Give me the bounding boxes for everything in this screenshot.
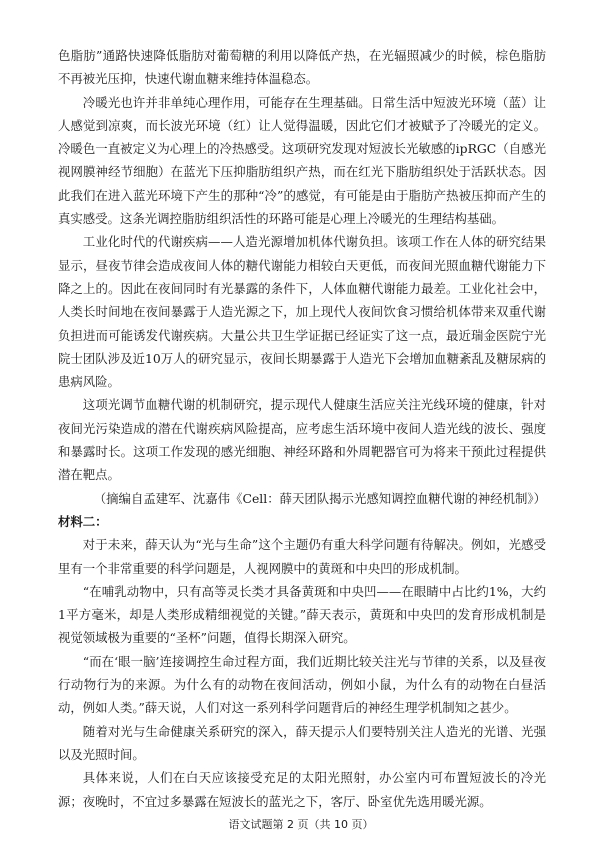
page-content [58, 44, 546, 813]
paragraph-recommendation: 具体来说，人们在白天应该接受充足的太阳光照射，办公室内可布置短波长的冷光源；夜晚时，不宜过多暴露在短波长的蓝光之下，客厅、卧室优先选用暖光源。 [58, 770, 546, 809]
source-citation: （摘编自孟建军、沈嘉伟《Cell：薛天团队揭示光感知调控血糖代谢的神经机制》） [93, 490, 546, 506]
material-two-heading: 材料二： [58, 513, 108, 529]
paragraph-artificial-light: 随着对光与生命健康关系研究的深入，薛天提示人们要特别关注人造光的光谱、光强以及光照时间。 [58, 723, 546, 762]
paragraph-industrial-metabolic: 工业化时代的代谢疾病——人造光源增加机体代谢负担。该项工作在人体的研究结果显示，昼夜节律会造成夜间人体的糖代谢能力相较白天更低，而夜间光照血糖代谢能力下降之上的。因此在夜间同时有光暴露的条件下，人体血糖代谢能力最差。工业化社会中，人类长时间地在夜间暴露于人造光源之下，加上现代人夜间饮食习惯给机体带来双重代谢负担进而可能诱发代谢疾病。大量公共卫生学证据已经证实了这一点，最近瑞金医院宁光院士团队涉及近10万人的研究显示，夜间长期暴露于人造光下会增加血糖紊乱及糖尿病的患病风险。 [58, 234, 546, 390]
paragraph-future-questions: 对于未来，薛天认为“光与生命”这个主题仍有重大科学问题有待解决。例如，光感受里有一个非常重要的科学问题是，人视网膜中的黄斑和中央凹的形成机制。 [58, 537, 546, 576]
paragraph-warm-cold-light: 冷暖光也许并非单纯心理作用，可能存在生理基础。日常生活中短波光环境（蓝）让人感觉到凉爽，而长波光环境（红）让人觉得温暖，因此它们才被赋予了冷暖光的定义。冷暖色一直被定义为心理上的冷热感受。这项研究发现对短波长光敏感的ipRGC（自感光视网膜神经节细胞）在蓝光下压抑脂肪组织产热，而在红光下脂肪组织处于活跃状态。因此我们在进入蓝光环境下产生的那种“冷”的感觉，有可能是由于脂肪产热被压抑而产生的真实感受。这条光调控脂肪组织活性的环路可能是心理上冷暖光的生理结构基础。 [58, 94, 546, 227]
paragraph-continued: 色脂肪”通路快速降低脂肪对葡萄糖的利用以降低产热，在光辐照减少的时候，棕色脂肪不再被光压抑，快速代谢血糖来维持体温稳态。 [58, 48, 546, 87]
paragraph-macula-fovea: “在哺乳动物中，只有高等灵长类才具备黄斑和中央凹——在眼睛中占比约1%，大约1平方毫米，却是人类形成精细视觉的关键。”薛天表示，黄斑和中央凹的发育形成机制是视觉领域极为重要的“圣杯”问题，值得长期深入研究。 [58, 583, 546, 646]
page-footer: 语文试题第 2 页（共 10 页） [228, 818, 374, 831]
paragraph-mechanism-study: 这项光调节血糖代谢的机制研究，提示现代人健康生活应关注光线环境的健康，针对夜间光污染造成的潜在代谢疾病风险提高，应考虑生活环境中夜间人造光线的波长、强度和暴露时长。这项工作发现的感光细胞、神经环路和外周靶器官可为将来干预此过程提供潜在靶点。 [58, 397, 546, 483]
paragraph-eye-brain: “而在‘眼一脑’连接调控生命过程方面，我们近期比较关注光与节律的关系，以及昼夜行动物行为的来源。为什么有的动物在夜间活动，例如小鼠，为什么有的动物在白昼活动，例如人类。”薛天说，人们对这一系列科学问题背后的神经生理学机制知之甚少。 [58, 653, 546, 716]
